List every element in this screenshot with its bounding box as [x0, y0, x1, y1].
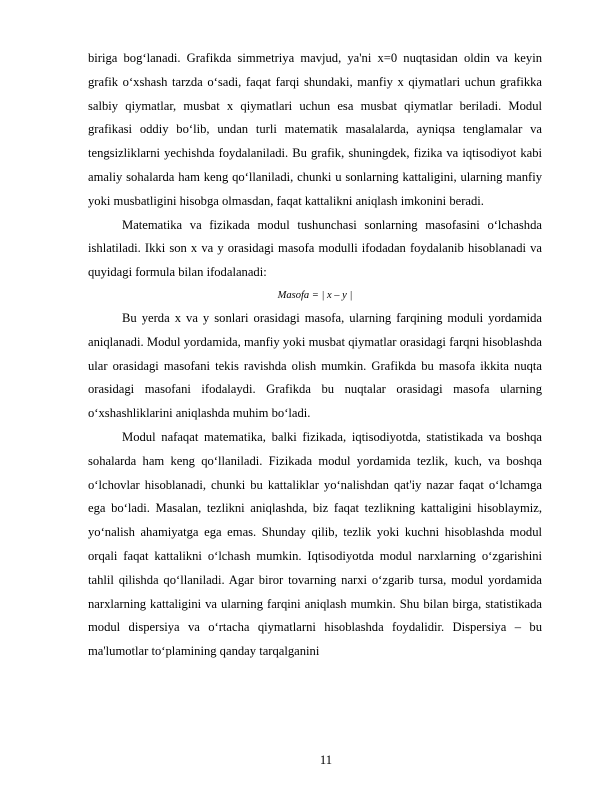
paragraph-applications: Modul nafaqat matematika, balki fizikada, iqtisodiyotda, statistikada va boshqa sohalarda ham keng qo‘llaniladi. Fizikada modul yordamida tezlik, kuch, va boshqa o‘lchovlar hisoblanadi, chunki bu kattaliklar yo‘nalishdan qat'iy nazar faqat o‘lchamga ega bo‘ladi. Masalan, tezlikni aniqlashda, biz faqat tezlikning kattaligini hisoblaymiz, yo‘nalish ahamiyatga ega emas. Shunday qilib, tezlik yoki kuchni hisoblashda modul orqali faqat kattalikni o‘lchash mumkin. Iqtisodiyotda modul narxlarning o‘zgarishini tahlil qilishda qo‘llaniladi. Agar biror tovarning narxi o‘zgarib tursa, modul yordamida narxlarning kattaligini va ularning farqini aniqlash mumkin. Shu bilan birga, statistikada modul dispersiya va o‘rtacha qiymatlarni hisoblashda foydalidir. Dispersiya – bu ma'lumotlar to‘plamining qanday tarqalganini	[88, 429, 542, 659]
paragraph-distance-explanation: Bu yerda x va y sonlari orasidagi masofa, ularning farqining moduli yordamida aniqlanadi. Modul yordamida, manfiy yoki musbat qiymatlar orasidagi farqni hisoblashda ular orasidagi masofani tekis ravishda olish mumkin. Grafikda bu masofa ikkita nuqta orasidagi masofani ifodalaydi. Grafikda bu nuqtalar orasidagi masofa ularning o‘xshashliklarini aniqlashda muhim bo‘ladi.	[88, 310, 542, 421]
page-number: 11	[319, 753, 333, 767]
distance-formula: Masofa = | x – y |	[277, 289, 353, 301]
paragraph-distance-intro: Matematika va fizikada modul tushunchasi sonlarning masofasini o‘lchashda ishlatiladi. Ikki son x va y orasidagi masofa modulli ifodadan foydalanib hisoblanadi va quyidagi formula bilan ifodalanadi:	[88, 217, 542, 280]
paragraph-continuation: biriga bog‘lanadi. Grafikda simmetriya mavjud, ya'ni x=0 nuqtasidan oldin va keyin grafik o‘xshash tarzda o‘sadi, faqat farqi shundaki, manfiy x qiymatlari uchun grafikka salbiy qiymatlar, musbat x qiymatlari uchun esa musbat qiymatlar beriladi. Modul grafikasi oddiy bo‘lib, undan turli matematik masalalarda, ayniqsa tenglamalar va tengsizliklarni yechishda foydalaniladi. Bu grafik, shuningdek, fizika va iqtisodiyot kabi amaliy sohalarda ham keng qo‘llaniladi, chunki u sonlarning kattaligini, ularning manfiy yoki musbatligini hisobga olmasdan, faqat kattalikni aniqlash imkonini beradi.	[88, 51, 542, 208]
body-text	[88, 47, 542, 664]
